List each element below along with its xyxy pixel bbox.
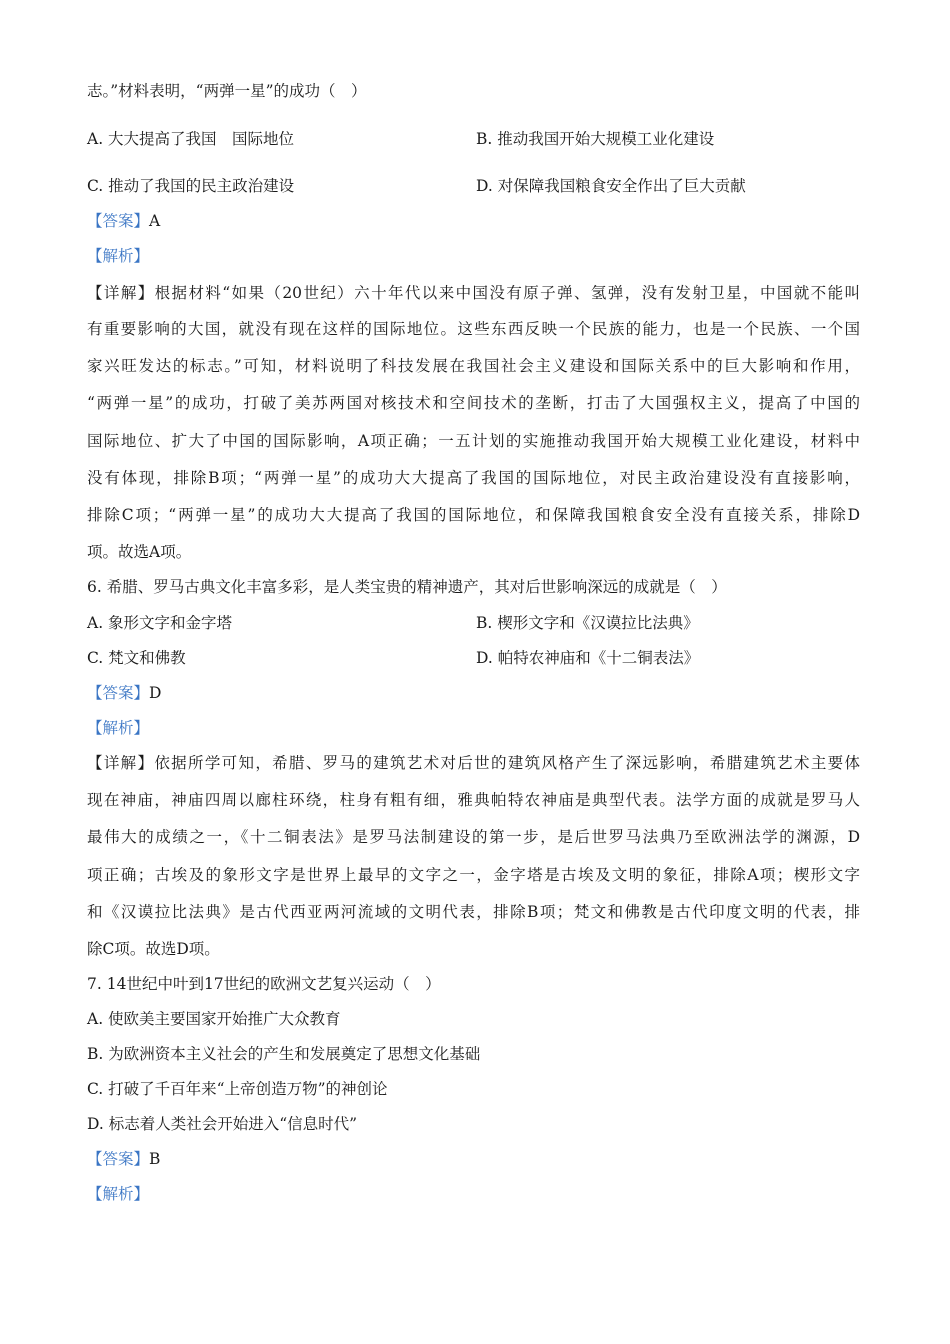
q7-option-a: A. 使欧美主要国家开始推广大众教育 <box>87 1010 341 1028</box>
q6-detail-line-1: 【详解】依据所学可知，希腊、罗马的建筑艺术对后世的建筑风格产生了深远影响，希腊建筑艺术主要体 <box>87 754 860 772</box>
document-page <box>87 0 860 1344</box>
q5-stem-tail: 志。”材料表明，“两弹一星”的成功（ ） <box>87 82 367 100</box>
answer-tag: 【答案】 <box>87 684 150 702</box>
q5-detail-line-3: 家兴旺发达的标志。”可知，材料说明了科技发展在我国社会主义建设和国际关系中的巨大影响和作用， <box>87 357 860 375</box>
q5-answer <box>87 210 860 232</box>
q5-options-row-1 <box>87 128 860 150</box>
q5-options-row-2 <box>87 175 860 197</box>
q5-option-b: B. 推动我国开始大规模工业化建设 <box>476 130 715 148</box>
q5-detail-line-1: 【详解】根据材料“如果（20世纪）六十年代以来中国没有原子弹、氢弹，没有发射卫星，中国就不能叫 <box>87 284 860 302</box>
q5-detail-line-7: 排除C项；“两弹一星”的成功大大提高了我国的国际地位，和保障我国粮食安全没有直接关系，排除D <box>87 506 860 524</box>
q5-option-c: C. 推动了我国的民主政治建设 <box>87 177 295 195</box>
q5-detail-line-2: 有重要影响的大国，就没有现在这样的国际地位。这些东西反映一个民族的能力，也是一个民族、一个国 <box>87 320 860 338</box>
q7-analysis-tag: 【解析】 <box>87 1185 150 1203</box>
q7-stem: 7. 14世纪中叶到17世纪的欧洲文艺复兴运动（ ） <box>87 975 441 993</box>
q6-detail-line-4: 项正确；古埃及的象形文字是世界上最早的文字之一，金字塔是古埃及文明的象征，排除A项；楔形文字 <box>87 866 860 884</box>
q6-options-row-2 <box>87 647 860 669</box>
q6-stem: 6. 希腊、罗马古典文化丰富多彩，是人类宝贵的精神遗产，其对后世影响深远的成就是（ ） <box>87 578 727 596</box>
q5-detail-line-4: “两弹一星”的成功，打破了美苏两国对核技术和空间技术的垄断，打击了大国强权主义，提高了中国的 <box>87 394 860 412</box>
q6-option-d: D. 帕特农神庙和《十二铜表法》 <box>476 649 700 667</box>
q6-analysis-tag: 【解析】 <box>87 719 150 737</box>
q7-answer <box>87 1148 860 1170</box>
q5-detail-line-5: 国际地位、扩大了中国的国际影响，A项正确；一五计划的实施推动我国开始大规模工业化建设，材料中 <box>87 432 860 450</box>
q5-analysis-tag: 【解析】 <box>87 247 150 265</box>
q6-options-row-1 <box>87 612 860 634</box>
q6-detail-line-6: 除C项。故选D项。 <box>87 940 220 958</box>
answer-value: B <box>149 1150 161 1168</box>
q6-detail-line-5: 和《汉谟拉比法典》是古代西亚两河流域的文明代表，排除B项；梵文和佛教是古代印度文明的代表，排 <box>87 903 860 921</box>
q5-detail-line-6: 没有体现，排除B项；“两弹一星”的成功大大提高了我国的国际地位，对民主政治建设没有直接影响， <box>87 469 860 487</box>
q6-detail-line-2: 现在神庙，神庙四周以廊柱环绕，柱身有粗有细，雅典帕特农神庙是典型代表。法学方面的成就是罗马人 <box>87 791 860 809</box>
q7-option-b: B. 为欧洲资本主义社会的产生和发展奠定了思想文化基础 <box>87 1045 481 1063</box>
q6-detail-line-3: 最伟大的成绩之一，《十二铜表法》是罗马法制建设的第一步，是后世罗马法典乃至欧洲法学的渊源，D <box>87 828 860 846</box>
q6-option-b: B. 楔形文字和《汉谟拉比法典》 <box>476 614 699 632</box>
answer-tag: 【答案】 <box>87 1150 150 1168</box>
answer-value: D <box>149 684 162 702</box>
q6-option-c: C. 梵文和佛教 <box>87 649 186 667</box>
answer-value: A <box>149 212 161 230</box>
q6-answer <box>87 682 860 704</box>
detail-tag: 【详解】 <box>87 284 155 302</box>
q7-option-d: D. 标志着人类社会开始进入“信息时代” <box>87 1115 358 1133</box>
q6-option-a: A. 象形文字和金字塔 <box>87 614 233 632</box>
q5-option-a: A. 大大提高了我国 国际地位 <box>87 130 295 148</box>
answer-tag: 【答案】 <box>87 212 150 230</box>
q7-option-c: C. 打破了千百年来“上帝创造万物”的神创论 <box>87 1080 388 1098</box>
q5-detail-line-8: 项。故选A项。 <box>87 543 192 561</box>
detail-tag: 【详解】 <box>87 754 155 772</box>
q5-option-d: D. 对保障我国粮食安全作出了巨大贡献 <box>476 177 746 195</box>
